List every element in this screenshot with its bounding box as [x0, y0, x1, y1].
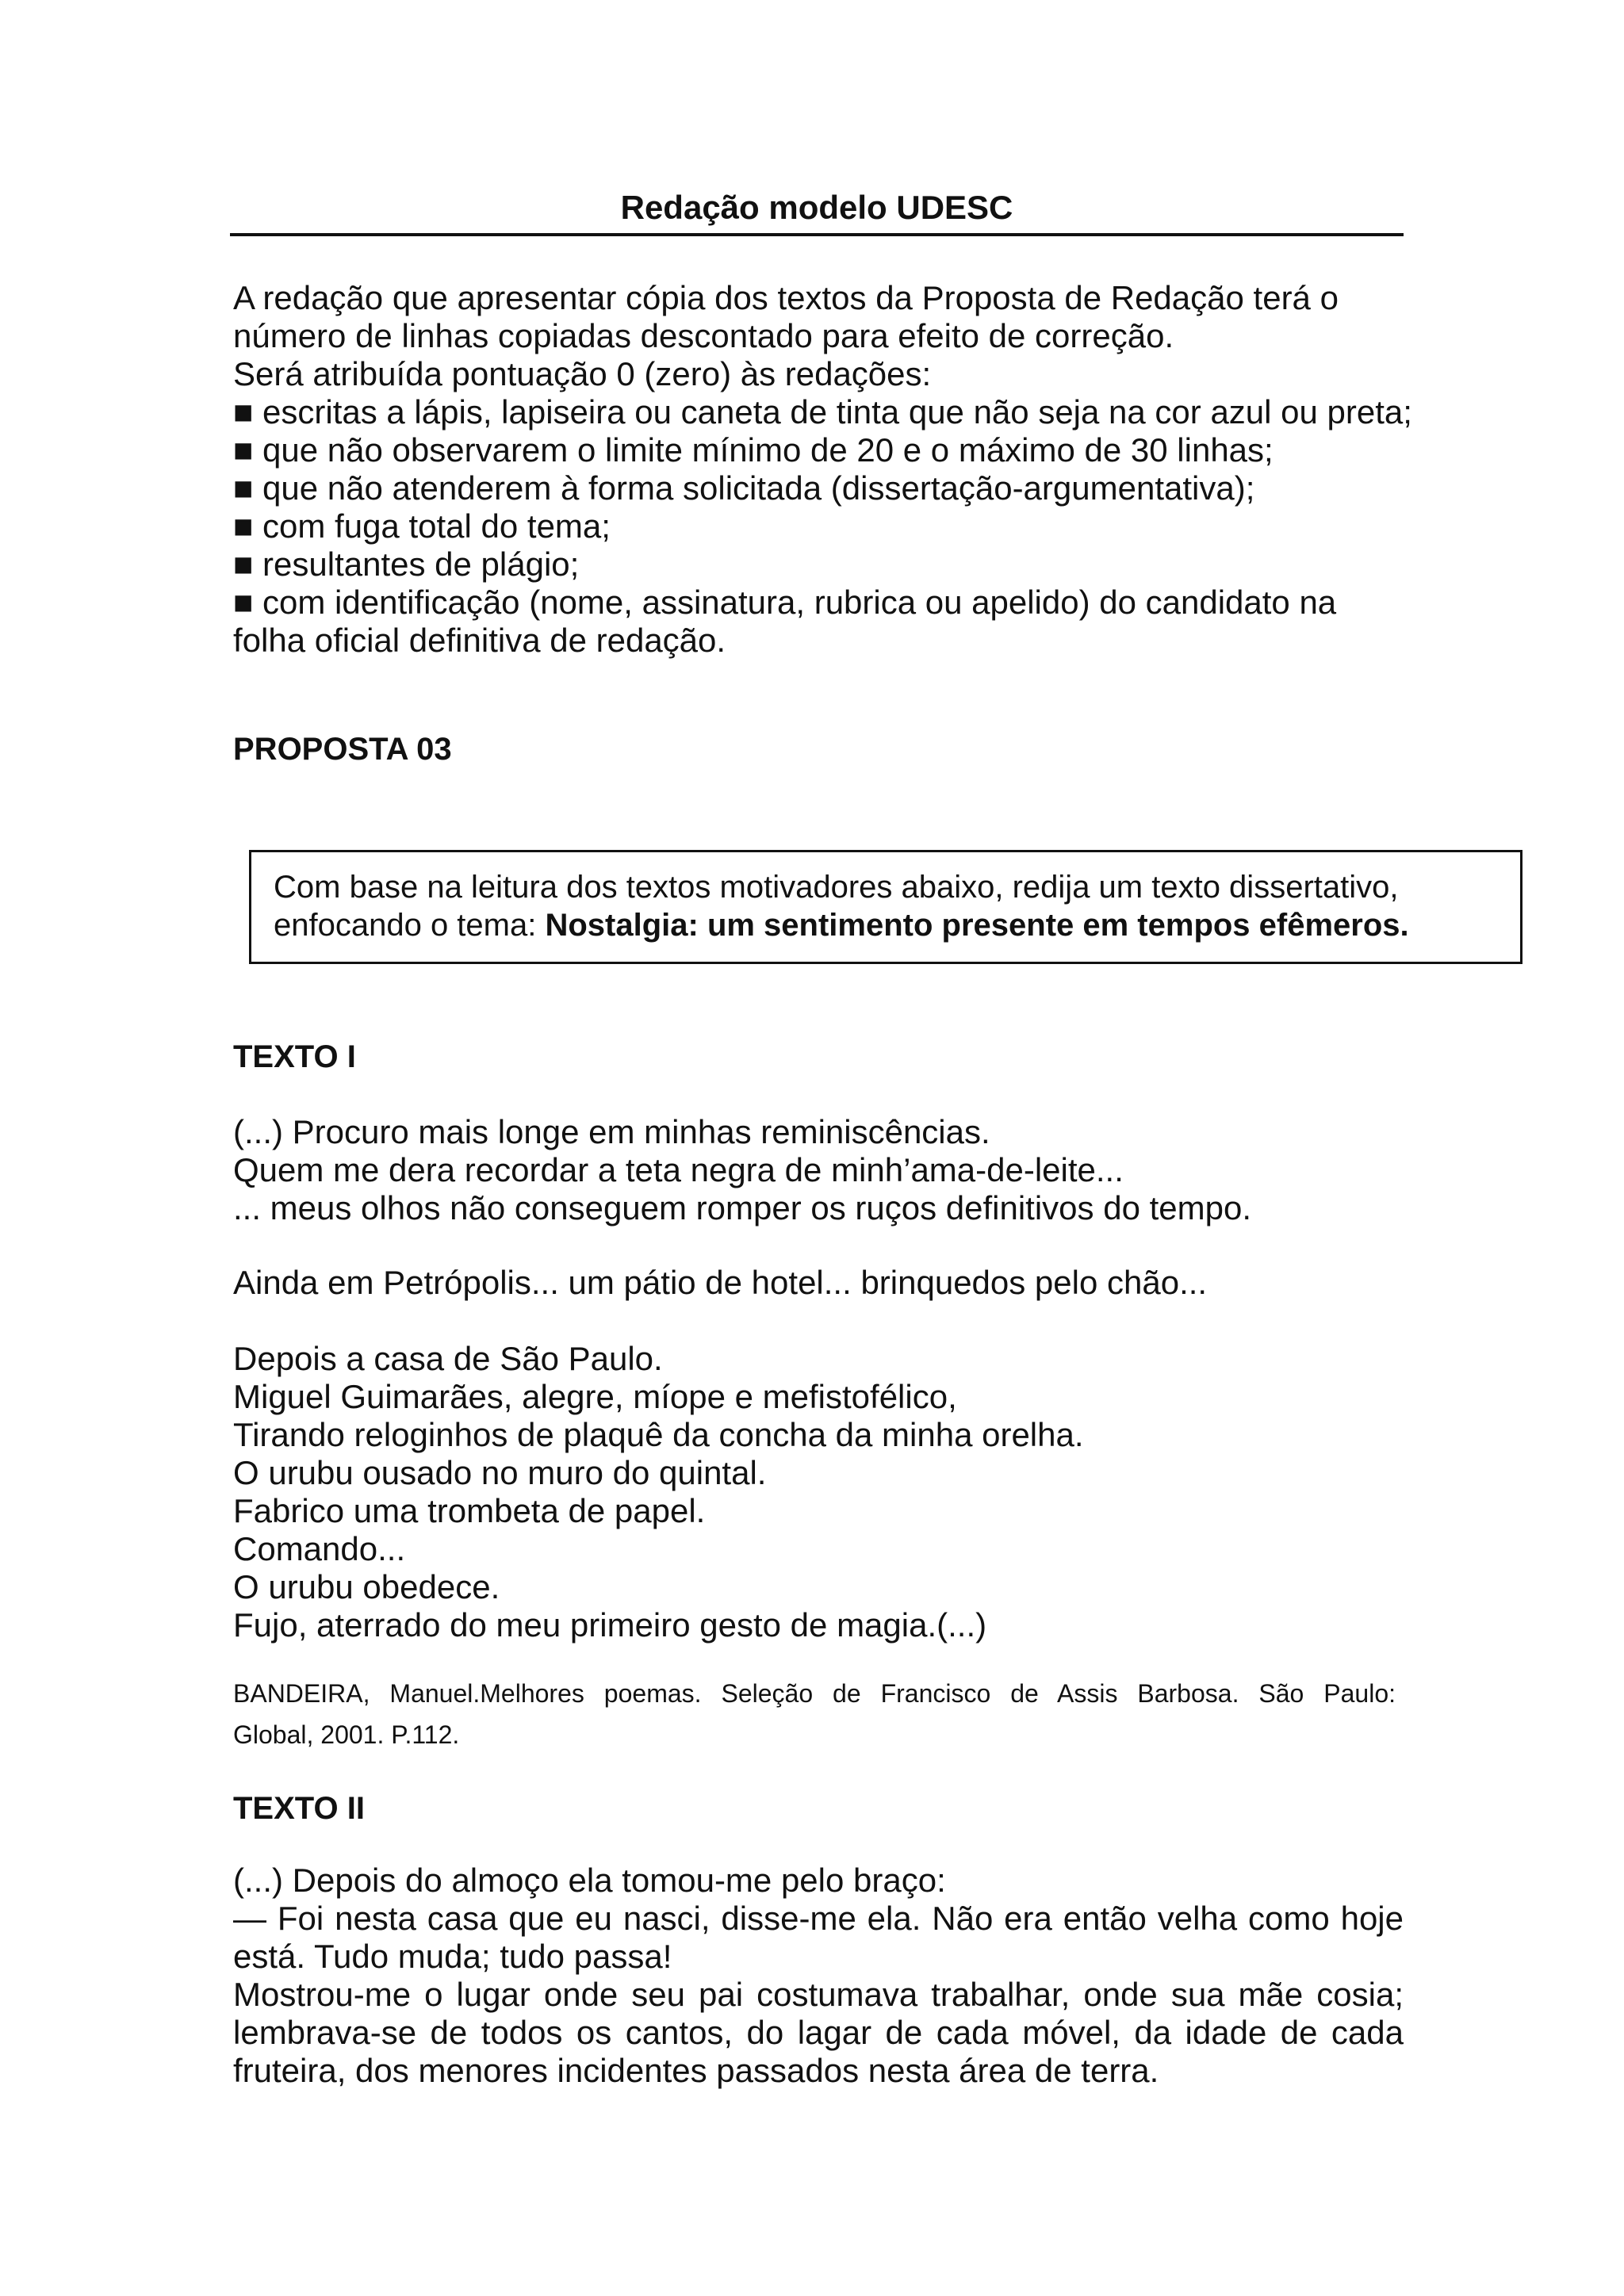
- texto1-heading: TEXTO I: [233, 1039, 356, 1074]
- theme-box: [249, 850, 1522, 964]
- prose-line: (...) Depois do almoço ela tomou-me pelo braço:: [233, 1862, 946, 1899]
- poem-line: Tirando reloginhos de plaquê da concha da minha orelha.: [233, 1416, 1084, 1453]
- poem-line: Quem me dera recordar a teta negra de minh’ama-de-leite...: [233, 1151, 1124, 1188]
- document-title: Redação modelo UDESC: [620, 189, 1013, 226]
- poem-line: (...) Procuro mais longe em minhas reminiscências.: [233, 1113, 990, 1150]
- texto1-source: [233, 1673, 1396, 1755]
- prose-line: lembrava-se de todos os cantos, do lagar de cada móvel, da idade de cada: [233, 2014, 1404, 2051]
- proposta-heading: PROPOSTA 03: [233, 732, 452, 767]
- poem-line: O urubu obedece.: [233, 1568, 500, 1605]
- theme-box-line: [274, 906, 1409, 944]
- intro-line: A redação que apresentar cópia dos textos da Proposta de Redação terá o: [233, 279, 1339, 316]
- poem-line: ... meus olhos não conseguem romper os ruços definitivos do tempo.: [233, 1189, 1251, 1226]
- poem-line: Comando...: [233, 1530, 406, 1567]
- intro-line: número de linhas copiadas descontado para efeito de correção.: [233, 317, 1174, 354]
- prose-line: — Foi nesta casa que eu nasci, disse-me ela. Não era então velha como hoje: [233, 1900, 1404, 1937]
- poem-line: O urubu ousado no muro do quintal.: [233, 1454, 767, 1491]
- texto2-body: [233, 1862, 1404, 2090]
- rule-item: ■ que não atenderem à forma solicitada (dissertação-argumentativa);: [233, 469, 1255, 507]
- texto1-stanza1: [233, 1113, 1404, 1227]
- theme-box-text: [274, 868, 1409, 944]
- prose-line: fruteira, dos menores incidentes passados nesta área de terra.: [233, 2052, 1159, 2089]
- rule-item: ■ resultantes de plágio;: [233, 545, 580, 583]
- rule-item: ■ com fuga total do tema;: [233, 507, 611, 545]
- texto2-heading: TEXTO II: [233, 1791, 365, 1826]
- theme-prefix: enfocando o tema:: [274, 908, 546, 943]
- poem-line: Ainda em Petrópolis... um pátio de hotel... brinquedos pelo chão...: [233, 1264, 1208, 1301]
- rule-item: ■ com identificação (nome, assinatura, rubrica ou apelido) do candidato na: [233, 584, 1337, 621]
- theme-title: Nostalgia: um sentimento presente em tempos efêmeros.: [545, 908, 1409, 943]
- poem-line: Depois a casa de São Paulo.: [233, 1340, 663, 1377]
- intro-line: folha oficial definitiva de redação.: [233, 622, 726, 659]
- theme-box-line: Com base na leitura dos textos motivadores abaixo, redija um texto dissertativo,: [274, 870, 1399, 905]
- prose-line: está. Tudo muda; tudo passa!: [233, 1938, 672, 1975]
- rule-item: ■ que não observarem o limite mínimo de 20 e o máximo de 30 linhas;: [233, 431, 1274, 469]
- texto1-stanza3: [233, 1340, 1404, 1644]
- intro-line: Será atribuída pontuação 0 (zero) às redações:: [233, 355, 932, 392]
- rule-item: ■ escritas a lápis, lapiseira ou caneta de tinta que não seja na cor azul ou preta;: [233, 393, 1412, 430]
- texto1-stanza2: [233, 1264, 1404, 1302]
- source-line: BANDEIRA, Manuel.Melhores poemas. Seleção de Francisco de Assis Barbosa. São Paulo:: [233, 1679, 1396, 1708]
- intro-rules: [233, 279, 1412, 660]
- prose-line: Mostrou-me o lugar onde seu pai costumava trabalhar, onde sua mãe cosia;: [233, 1976, 1404, 2013]
- poem-line: Fujo, aterrado do meu primeiro gesto de magia.(...): [233, 1606, 987, 1644]
- poem-line: Miguel Guimarães, alegre, míope e mefistofélico,: [233, 1378, 957, 1415]
- poem-line: Fabrico uma trombeta de papel.: [233, 1492, 706, 1529]
- source-line: Global, 2001. P.112.: [233, 1720, 460, 1749]
- title-underline: [230, 233, 1404, 236]
